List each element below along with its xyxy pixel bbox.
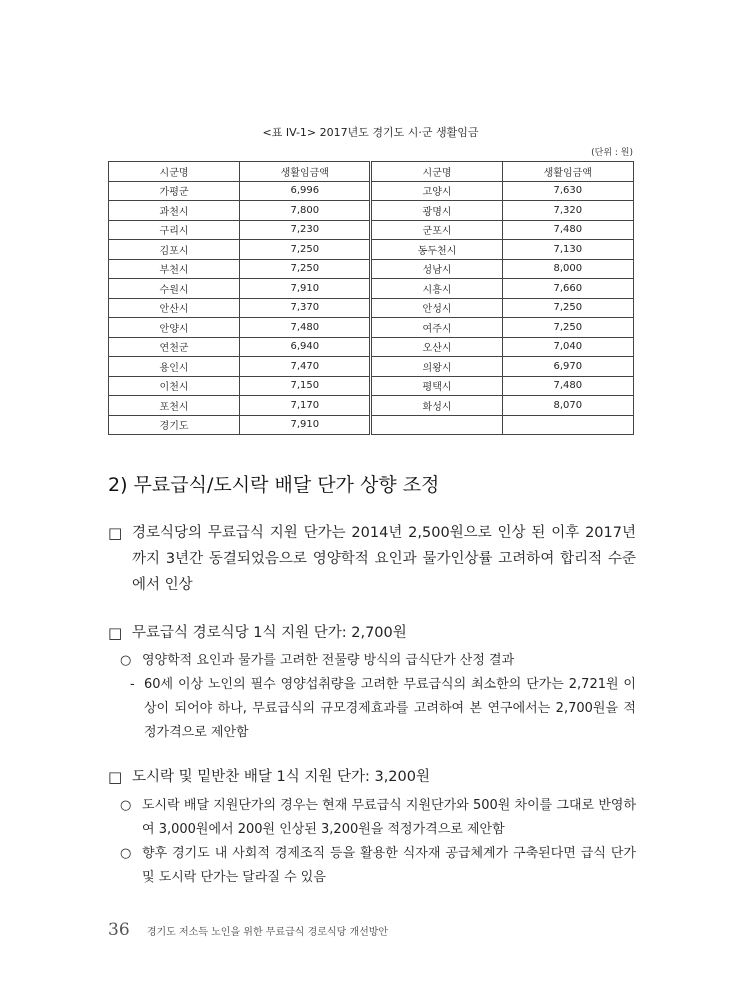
cell-wage: 7,910 bbox=[240, 415, 371, 435]
bullet-circle bbox=[108, 842, 636, 890]
circle-bullet-icon: ○ bbox=[120, 653, 132, 668]
cell-wage: 7,480 bbox=[502, 376, 633, 396]
cell-wage: 8,000 bbox=[502, 259, 633, 279]
cell-city: 과천시 bbox=[109, 201, 240, 221]
cell-city: 오산시 bbox=[371, 337, 502, 357]
cell-city: 김포시 bbox=[109, 240, 240, 260]
cell-wage: 7,470 bbox=[240, 357, 371, 377]
cell-wage: 7,630 bbox=[502, 181, 633, 201]
section-title: 2) 무료급식/도시락 배달 단가 상향 조정 bbox=[108, 474, 440, 496]
cell-city: 성남시 bbox=[371, 259, 502, 279]
cell-city: 구리시 bbox=[109, 220, 240, 240]
table-row bbox=[109, 259, 634, 279]
bullet-circle bbox=[108, 794, 636, 842]
cell-city: 안성시 bbox=[371, 298, 502, 318]
header-wage-1: 생활임금액 bbox=[240, 162, 371, 182]
table-row bbox=[109, 376, 634, 396]
table-row bbox=[109, 396, 634, 416]
cell-wage: 7,480 bbox=[240, 318, 371, 338]
bullet-dash bbox=[108, 673, 636, 745]
cell-city: 안양시 bbox=[109, 318, 240, 338]
page-footer bbox=[108, 920, 388, 940]
cell-city: 경기도 bbox=[109, 415, 240, 435]
bullet-text: 영양학적 요인과 물가를 고려한 전물량 방식의 급식단가 산정 결과 bbox=[142, 653, 515, 668]
cell-city: 고양시 bbox=[371, 181, 502, 201]
table-row bbox=[109, 415, 634, 435]
cell-city bbox=[371, 415, 502, 435]
bullet-circle bbox=[108, 649, 636, 673]
table-row bbox=[109, 240, 634, 260]
cell-wage: 7,170 bbox=[240, 396, 371, 416]
cell-wage: 6,970 bbox=[502, 357, 633, 377]
table-body bbox=[109, 181, 634, 435]
square-bullet-icon: □ bbox=[108, 768, 123, 786]
table-row bbox=[109, 337, 634, 357]
cell-wage: 7,250 bbox=[502, 298, 633, 318]
table-caption: <표 IV-1> 2017년도 경기도 시·군 생활임금 bbox=[262, 126, 479, 139]
bullet-text: 도시락 배달 지원단가의 경우는 현재 무료급식 지원단가와 500원 차이를 그대로 반영하여 3,000원에서 200원 인상된 3,200원을 적정가격으로 제안함 bbox=[142, 798, 636, 837]
bullet-text: 도시락 및 밑반찬 배달 1식 지원 단가: 3,200원 bbox=[132, 769, 430, 785]
table-row bbox=[109, 279, 634, 299]
bullet-block-3 bbox=[108, 764, 636, 890]
cell-wage: 6,996 bbox=[240, 181, 371, 201]
cell-wage: 7,370 bbox=[240, 298, 371, 318]
cell-wage: 7,150 bbox=[240, 376, 371, 396]
bullet-text: 향후 경기도 내 사회적 경제조직 등을 활용한 식자재 공급체계가 구축된다면 급식 단가 및 도시락 단가는 달라질 수 있음 bbox=[142, 846, 636, 885]
bullet-block-1 bbox=[108, 520, 636, 598]
cell-city: 안산시 bbox=[109, 298, 240, 318]
cell-wage: 6,940 bbox=[240, 337, 371, 357]
cell-wage: 7,130 bbox=[502, 240, 633, 260]
bullet-text: 60세 이상 노인의 필수 영양섭취량을 고려한 무료급식의 최소한의 단가는 2,721원 이상이 되어야 하나, 무료급식의 규모경제효과를 고려하여 본 연구에서는 2,700원을 적정가격으로 제안함 bbox=[144, 677, 636, 740]
bullet-square bbox=[108, 620, 636, 646]
living-wage-table bbox=[108, 161, 634, 435]
square-bullet-icon: □ bbox=[108, 624, 123, 642]
cell-city: 이천시 bbox=[109, 376, 240, 396]
table-row bbox=[109, 298, 634, 318]
page-number: 36 bbox=[108, 920, 130, 940]
bullet-square bbox=[108, 764, 636, 790]
table-header-row bbox=[109, 162, 634, 182]
table-row bbox=[109, 318, 634, 338]
cell-city: 연천군 bbox=[109, 337, 240, 357]
cell-wage: 7,230 bbox=[240, 220, 371, 240]
cell-wage bbox=[502, 415, 633, 435]
cell-wage: 7,660 bbox=[502, 279, 633, 299]
dash-bullet-icon: - bbox=[130, 677, 135, 692]
cell-city: 수원시 bbox=[109, 279, 240, 299]
table-row bbox=[109, 357, 634, 377]
cell-city: 여주시 bbox=[371, 318, 502, 338]
cell-city: 동두천시 bbox=[371, 240, 502, 260]
cell-wage: 7,250 bbox=[240, 240, 371, 260]
cell-city: 용인시 bbox=[109, 357, 240, 377]
table-row bbox=[109, 201, 634, 221]
circle-bullet-icon: ○ bbox=[120, 798, 132, 813]
cell-city: 평택시 bbox=[371, 376, 502, 396]
cell-wage: 7,320 bbox=[502, 201, 633, 221]
cell-wage: 7,480 bbox=[502, 220, 633, 240]
square-bullet-icon: □ bbox=[108, 524, 123, 542]
cell-wage: 7,040 bbox=[502, 337, 633, 357]
bullet-block-2 bbox=[108, 620, 636, 745]
cell-city: 가평군 bbox=[109, 181, 240, 201]
cell-city: 광명시 bbox=[371, 201, 502, 221]
running-title: 경기도 저소득 노인을 위한 무료급식 경로식당 개선방안 bbox=[146, 927, 389, 938]
cell-city: 의왕시 bbox=[371, 357, 502, 377]
header-wage-2: 생활임금액 bbox=[502, 162, 633, 182]
header-city-2: 시군명 bbox=[371, 162, 502, 182]
cell-wage: 7,250 bbox=[502, 318, 633, 338]
cell-wage: 7,800 bbox=[240, 201, 371, 221]
cell-city: 부천시 bbox=[109, 259, 240, 279]
bullet-square bbox=[108, 520, 636, 598]
bullet-text: 경로식당의 무료급식 지원 단가는 2014년 2,500원으로 인상 된 이후 2017년까지 3년간 동결되었음으로 영양학적 요인과 물가인상률 고려하여 합리적 수준에서 인상 bbox=[132, 525, 636, 593]
cell-city: 시흥시 bbox=[371, 279, 502, 299]
bullet-text: 무료급식 경로식당 1식 지원 단가: 2,700원 bbox=[132, 625, 407, 641]
cell-wage: 8,070 bbox=[502, 396, 633, 416]
cell-city: 화성시 bbox=[371, 396, 502, 416]
cell-wage: 7,910 bbox=[240, 279, 371, 299]
table-unit: (단위 : 원) bbox=[591, 148, 633, 158]
cell-city: 군포시 bbox=[371, 220, 502, 240]
header-city-1: 시군명 bbox=[109, 162, 240, 182]
table-row bbox=[109, 220, 634, 240]
cell-wage: 7,250 bbox=[240, 259, 371, 279]
circle-bullet-icon: ○ bbox=[120, 846, 132, 861]
cell-city: 포천시 bbox=[109, 396, 240, 416]
table-row bbox=[109, 181, 634, 201]
